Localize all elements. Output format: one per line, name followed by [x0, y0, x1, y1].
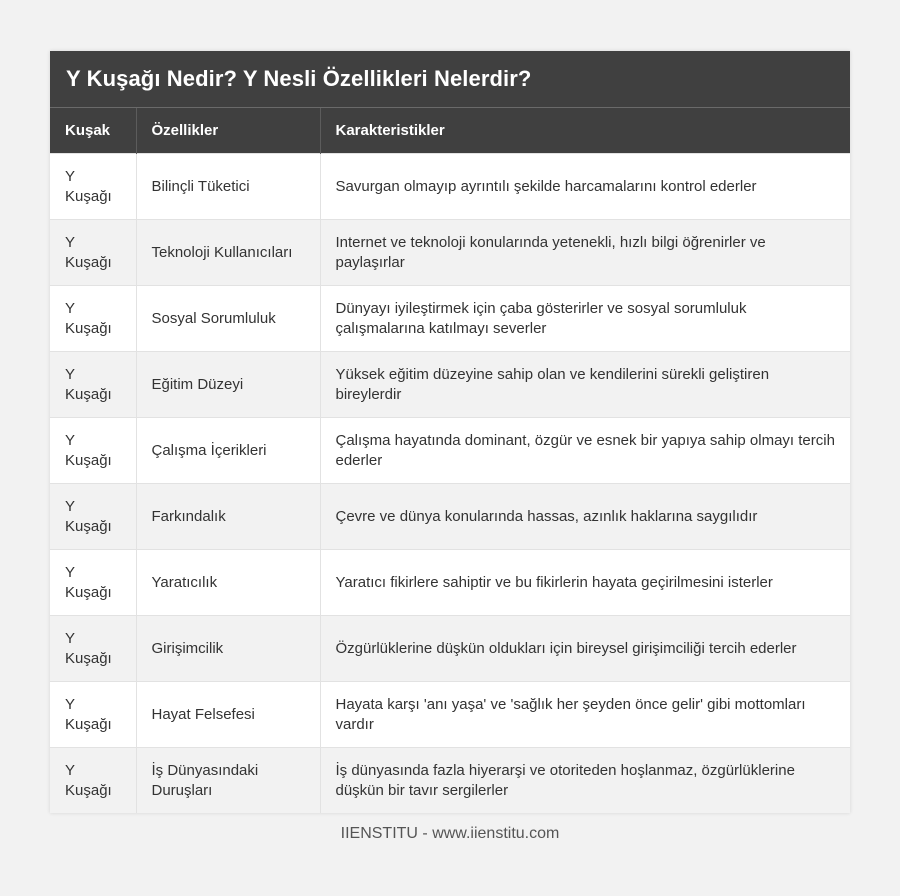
column-header-karakteristikler: Karakteristikler — [320, 108, 850, 154]
table-card — [50, 51, 850, 813]
cell-feature: Hayat Felsefesi — [136, 682, 320, 748]
cell-feature: Farkındalık — [136, 484, 320, 550]
table-body — [50, 154, 850, 814]
cell-feature: Teknoloji Kullanıcıları — [136, 220, 320, 286]
cell-characteristic: Hayata karşı 'anı yaşa' ve 'sağlık her şeyden önce gelir' gibi mottomları vardır — [320, 682, 850, 748]
cell-characteristic: Dünyayı iyileştirmek için çaba gösterirler ve sosyal sorumluluk çalışmalarına katılmayı severler — [320, 286, 850, 352]
cell-feature: İş Dünyasındaki Duruşları — [136, 748, 320, 814]
cell-generation: Y Kuşağı — [50, 484, 136, 550]
table-row — [50, 418, 850, 484]
cell-generation: Y Kuşağı — [50, 418, 136, 484]
cell-feature: Yaratıcılık — [136, 550, 320, 616]
cell-feature: Bilinçli Tüketici — [136, 154, 320, 220]
table-row — [50, 220, 850, 286]
cell-feature: Eğitim Düzeyi — [136, 352, 320, 418]
table-row — [50, 154, 850, 220]
cell-generation: Y Kuşağı — [50, 682, 136, 748]
cell-characteristic: Internet ve teknoloji konularında yetenekli, hızlı bilgi öğrenirler ve paylaşırlar — [320, 220, 850, 286]
column-header-kusak: Kuşak — [50, 108, 136, 154]
column-header-ozellikler: Özellikler — [136, 108, 320, 154]
cell-characteristic: Yüksek eğitim düzeyine sahip olan ve kendilerini sürekli geliştiren bireylerdir — [320, 352, 850, 418]
cell-generation: Y Kuşağı — [50, 550, 136, 616]
cell-feature: Sosyal Sorumluluk — [136, 286, 320, 352]
header-row — [50, 108, 850, 154]
table-row — [50, 286, 850, 352]
cell-feature: Çalışma İçerikleri — [136, 418, 320, 484]
cell-generation: Y Kuşağı — [50, 220, 136, 286]
table-row — [50, 748, 850, 814]
cell-characteristic: Savurgan olmayıp ayrıntılı şekilde harcamalarını kontrol ederler — [320, 154, 850, 220]
table-row — [50, 352, 850, 418]
cell-generation: Y Kuşağı — [50, 352, 136, 418]
generations-table — [50, 108, 850, 813]
footer-credit: IIENSTITU - www.iienstitu.com — [340, 825, 560, 842]
cell-generation: Y Kuşağı — [50, 748, 136, 814]
cell-generation: Y Kuşağı — [50, 154, 136, 220]
cell-characteristic: Çevre ve dünya konularında hassas, azınlık haklarına saygılıdır — [320, 484, 850, 550]
table-row — [50, 484, 850, 550]
cell-characteristic: İş dünyasında fazla hiyerarşi ve otoriteden hoşlanmaz, özgürlüklerine düşkün bir tavır sergilerler — [320, 748, 850, 814]
cell-characteristic: Özgürlüklerine düşkün oldukları için bireysel girişimciliği tercih ederler — [320, 616, 850, 682]
title-bar — [50, 51, 850, 108]
table-row — [50, 616, 850, 682]
table-row — [50, 682, 850, 748]
cell-generation: Y Kuşağı — [50, 286, 136, 352]
cell-characteristic: Çalışma hayatında dominant, özgür ve esnek bir yapıya sahip olmayı tercih ederler — [320, 418, 850, 484]
cell-feature: Girişimcilik — [136, 616, 320, 682]
table-row — [50, 550, 850, 616]
cell-generation: Y Kuşağı — [50, 616, 136, 682]
page-title: Y Kuşağı Nedir? Y Nesli Özellikleri Nelerdir? — [66, 66, 532, 91]
table-header — [50, 108, 850, 154]
cell-characteristic: Yaratıcı fikirlere sahiptir ve bu fikirlerin hayata geçirilmesini isterler — [320, 550, 850, 616]
